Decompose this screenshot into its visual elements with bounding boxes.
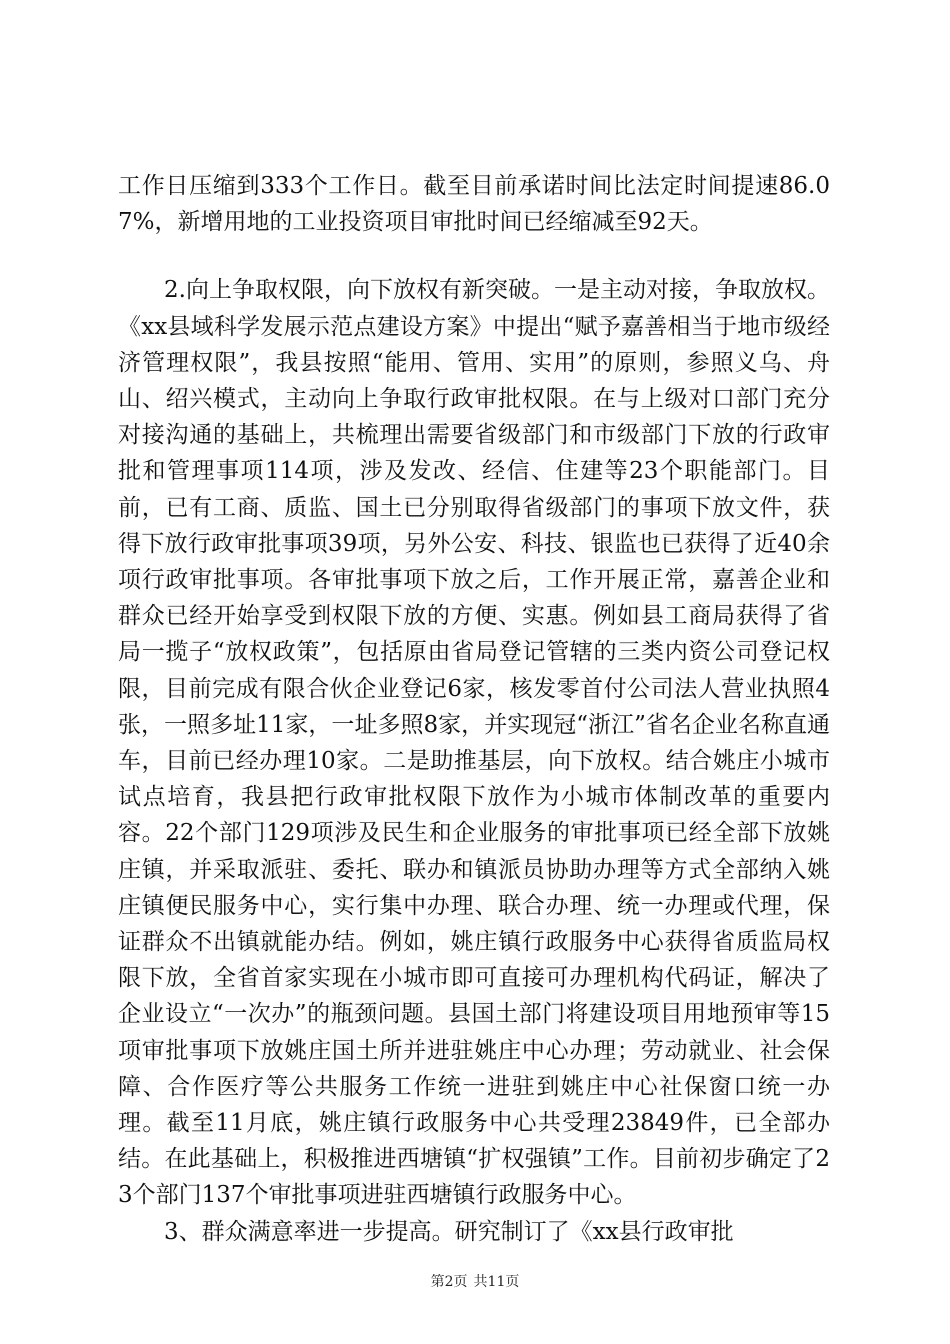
page-number: 第2页 — [430, 1274, 468, 1290]
page-footer — [0, 1272, 950, 1292]
paragraph-section-2: 2.向上争取权限，向下放权有新突破。一是主动对接，争取放权。《xx县域科学发展示范点建设方案》中提出“赋予嘉善相当于地市级经济管理权限”，我县按照“能用、管用、实用”的原则，参照义乌、舟山、绍兴模式，主动向上争取行政审批权限。在与上级对口部门充分对接沟通的基础上，共梳理出需要省级部门和市级部门下放的行政审批和管理事项114项，涉及发改、经信、住建等23个职能部门。目前，已有工商、质监、国土已分别取得省级部门的事项下放文件，获得下放行政审批事项39项，另外公安、科技、银监也已获得了近40余项行政审批事项。各审批事项下放之后，工作开展正常，嘉善企业和群众已经开始享受到权限下放的方便、实惠。例如县工商局获得了省局一揽子“放权政策”，包括原由省局登记管辖的三类内资公司登记权限，目前完成有限合伙企业登记6家，核发零首付公司法人营业执照4张，一照多址11家，一址多照8家，并实现冠“浙江”省名企业名称直通车，目前已经办理10家。二是助推基层，向下放权。结合姚庄小城市试点培育，我县把行政审批权限下放作为小城市体制改革的重要内容。22个部门129项涉及民生和企业服务的审批事项已经全部下放姚庄镇，并采取派驻、委托、联办和镇派员协助办理等方式全部纳入姚庄镇便民服务中心，实行集中办理、联合办理、统一办理或代理，保证群众不出镇就能办结。例如，姚庄镇行政服务中心获得省质监局权限下放，全省首家实现在小城市即可直接可办理机构代码证，解决了企业设立“一次办”的瓶颈问题。县国土部门将建设项目用地预审等15项审批事项下放姚庄国土所并进驻姚庄中心办理；劳动就业、社会保障、合作医疗等公共服务工作统一进驻到姚庄中心社保窗口统一办理。截至11月底，姚庄镇行政服务中心共受理23849件，已全部办结。在此基础上，积极推进西塘镇“扩权强镇”工作。目前初步确定了23个部门137个审批事项进驻西塘镇行政服务中心。 — [118, 277, 830, 1209]
paragraph-continuation: 工作日压缩到333个工作日。截至目前承诺时间比法定时间提速86.07%，新增用地的工业投资项目审批时间已经缩减至92天。 — [118, 173, 830, 236]
page-total: 共11页 — [473, 1274, 520, 1290]
document-body — [118, 168, 830, 1250]
paragraph-section-3: 3、群众满意率进一步提高。研究制订了《xx县行政审批 — [164, 1218, 734, 1245]
